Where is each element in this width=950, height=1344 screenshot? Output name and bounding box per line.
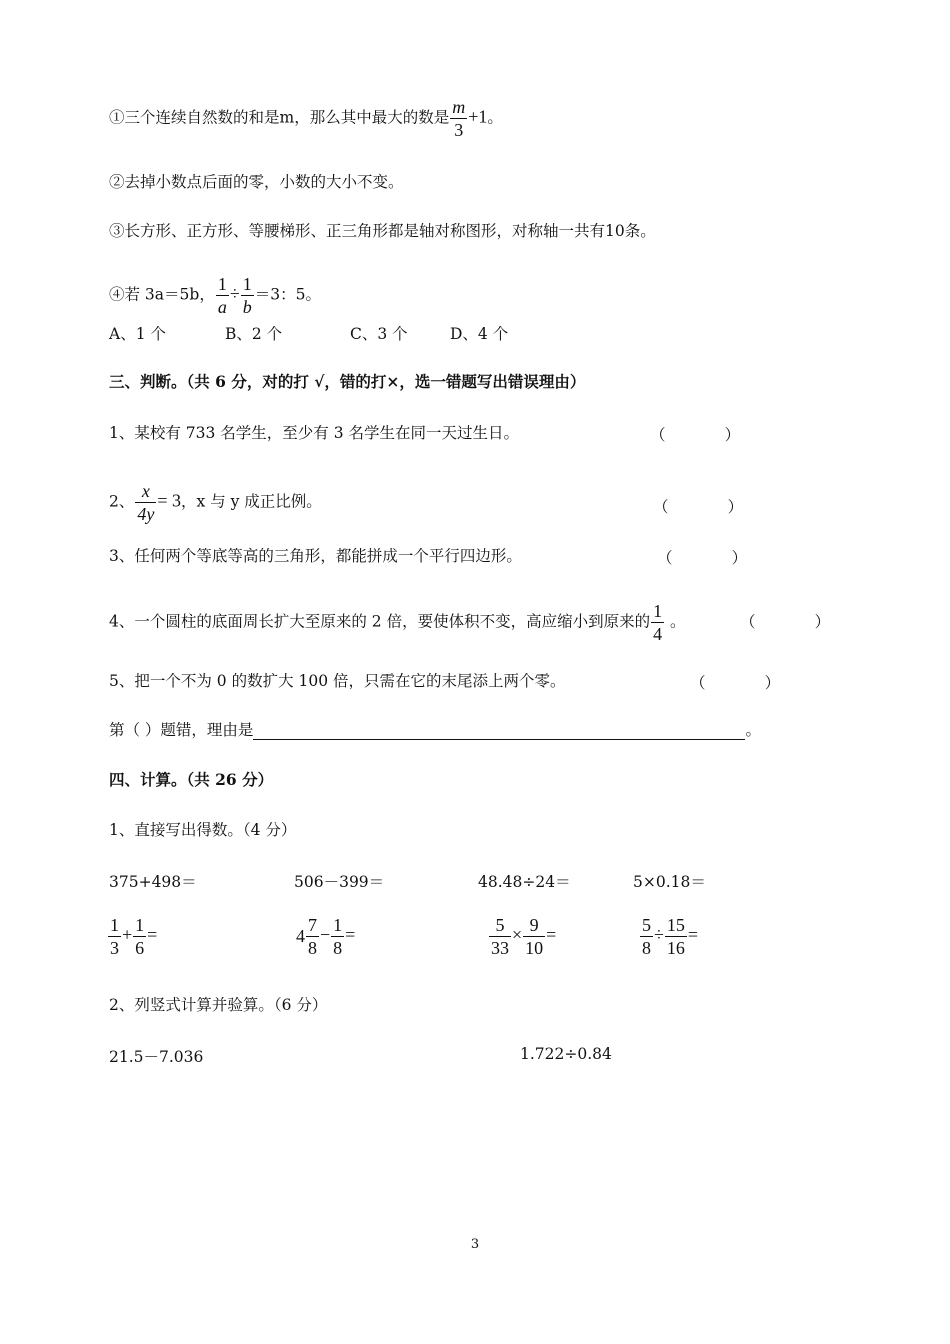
fraction-x-over-4y: $\frac{x}{4y}$ (137, 481, 155, 524)
calc-r2-c3: $\frac{5}{33}$ × $\frac{9}{10}$ = (491, 915, 557, 958)
statement-3: ③长方形、正方形、等腰梯形、正三角形都是轴对称图形，对称轴一共有10条。 (109, 222, 656, 240)
calc-r1-c4: 5×0.18＝ (633, 873, 706, 891)
answer-paren-q3[interactable]: （ ） (657, 549, 748, 567)
answer-paren-q2[interactable]: （ ） (653, 498, 744, 516)
statement-2: ②去掉小数点后面的零，小数的大小不变。 (109, 173, 404, 191)
judge-q4: 4、一个圆柱的底面周长扩大至原来的 2 倍，要使体积不变，高应缩小到原来的 $\frac{1}{4}$ 。 (109, 601, 686, 644)
judge-q2: 2、 $\frac{x}{4y}$ = 3，x 与 y 成正比例。 (109, 481, 322, 524)
option-a: A、1 个 (109, 325, 166, 343)
section-3-title: 三、判断。（共 6 分，对的打 √，错的打×，选一错题写出错误理由） (109, 372, 586, 391)
vertical-calc-left: 21.5－7.036 (109, 1048, 204, 1066)
answer-paren-q1[interactable]: （ ） (650, 426, 741, 444)
option-c: C、3 个 (350, 325, 408, 343)
section-4-title: 四、计算。（共 26 分） (109, 770, 274, 789)
error-reason-line: 第（ ）题错，理由是 。 (109, 721, 761, 739)
calc-r1-c1: 375+498＝ (109, 873, 197, 891)
option-b: B、2 个 (225, 325, 283, 343)
calc-r2-c4: $\frac{5}{8}$ ÷ $\frac{15}{16}$ = (642, 915, 699, 958)
fraction-m-over-3: $\frac{m}{3}$ (452, 97, 466, 140)
answer-paren-q4[interactable]: （ ） (740, 613, 831, 631)
calc-r1-c2: 506－399＝ (294, 873, 385, 891)
vertical-calc-right: 1.722÷0.84 (520, 1045, 612, 1063)
judge-q1: 1、某校有 733 名学生，至少有 3 名学生在同一天过生日。 (109, 424, 520, 442)
statement-4: ④若 3a＝5b， $\frac{1}{a}$ ÷ $\frac{1}{b}$ ＝3：5。 (109, 274, 321, 317)
calc-r1-c3: 48.48÷24＝ (478, 873, 571, 891)
fraction-1-over-4: $\frac{1}{4}$ (653, 601, 663, 644)
answer-paren-q5[interactable]: （ ） (690, 674, 781, 692)
calc-r2-c2: 4 $\frac{7}{8}$ − $\frac{1}{8}$ = (296, 915, 356, 958)
fraction-1-over-a: $\frac{1}{a}$ (217, 274, 227, 317)
judge-q5: 5、把一个不为 0 的数扩大 100 倍，只需在它的末尾添上两个零。 (109, 672, 566, 690)
judge-q3: 3、任何两个等底等高的三角形，都能拼成一个平行四边形。 (109, 547, 522, 565)
calc-r2-c1: $\frac{1}{3}$ + $\frac{1}{6}$ = (110, 915, 158, 958)
section-4-sub1: 1、直接写出得数。（4 分） (109, 821, 297, 839)
option-d: D、4 个 (450, 325, 509, 343)
reason-blank[interactable] (253, 725, 745, 740)
section-4-sub2: 2、列竖式计算并验算。（6 分） (109, 996, 328, 1014)
fraction-1-over-b: $\frac{1}{b}$ (242, 274, 252, 317)
page-number: 3 (470, 1237, 480, 1252)
statement-1: ①三个连续自然数的和是m，那么其中最大的数是 $\frac{m}{3}$ +1。 (109, 97, 503, 140)
